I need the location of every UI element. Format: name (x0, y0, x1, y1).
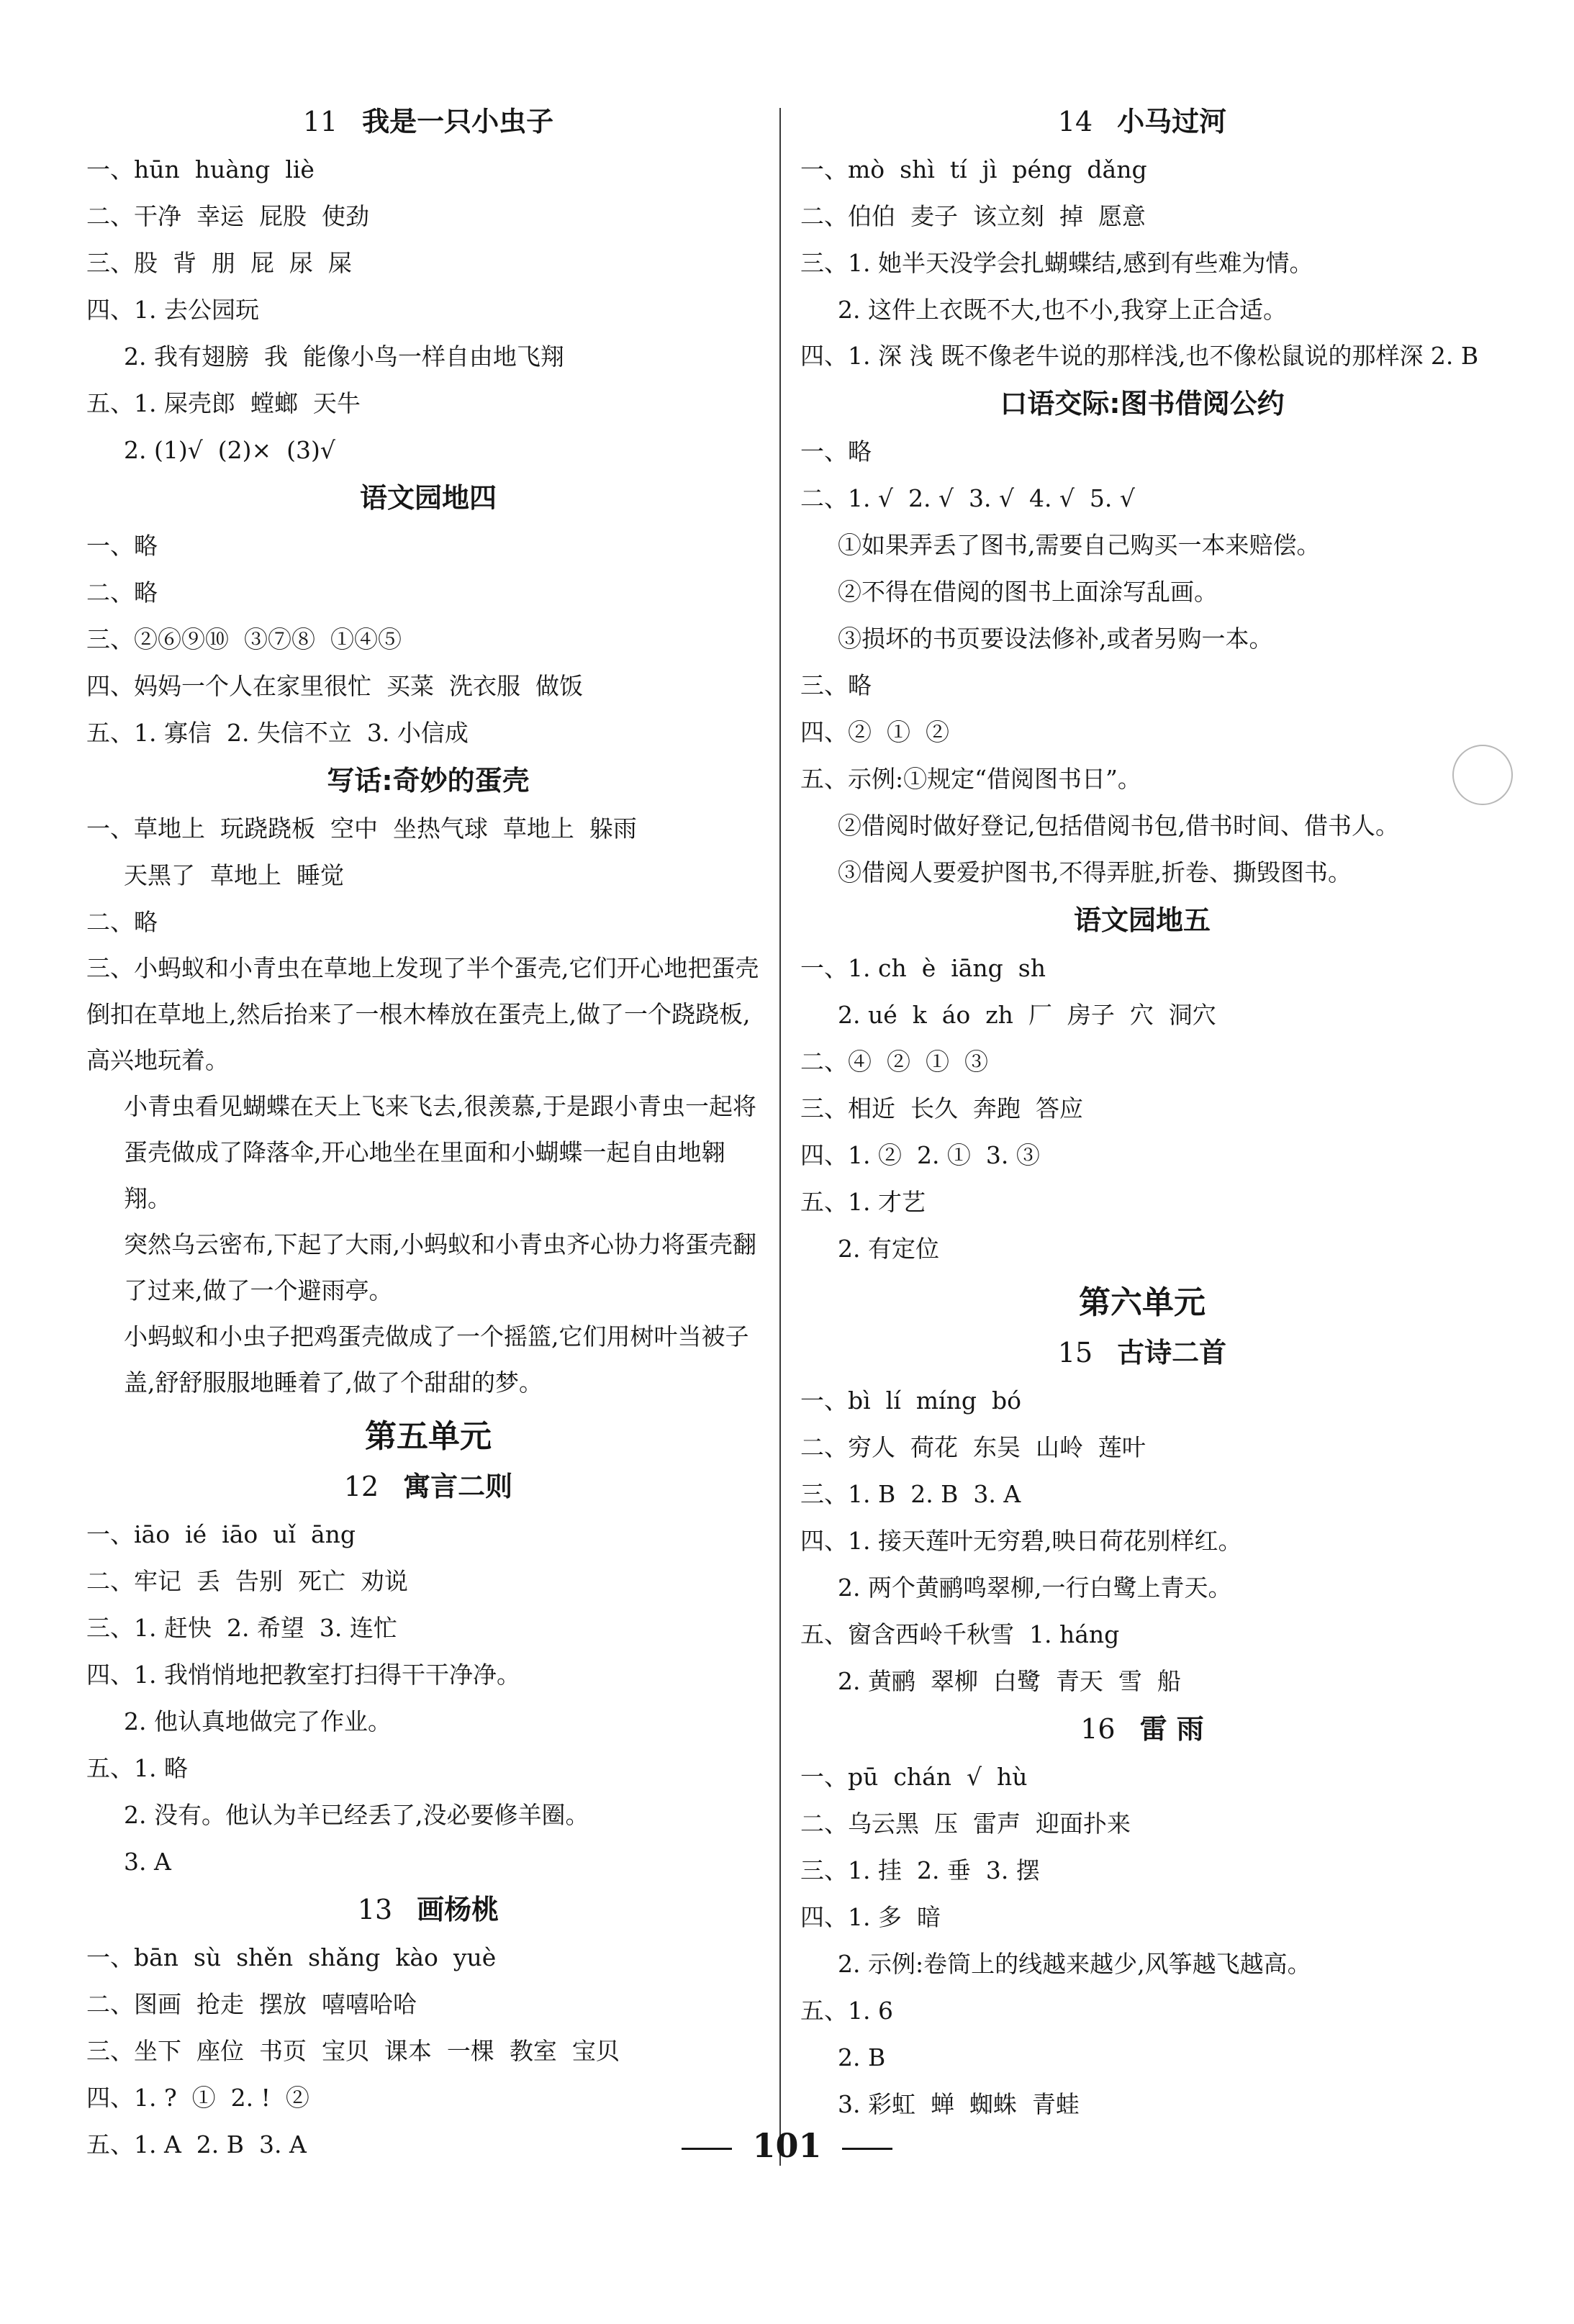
answer-line: 三、1. B 2. B 3. A (800, 1480, 1021, 1508)
answer-line: 四、1. ? ① 2. ! ② (86, 2084, 309, 2112)
answer-paragraph: 小青虫看见蝴蝶在天上飞来飞去,很羡慕,于是跟小青虫一起将蛋壳做成了降落伞,开心地坐在里面和小蝴蝶一起自由地翱翔。 (124, 1092, 756, 1212)
section-title (800, 382, 1484, 425)
answer-line: 五、1. 屎壳郎 螳螂 天牛 (86, 389, 361, 417)
section-title (800, 100, 1484, 143)
answer-line: 五、1. 略 (86, 1754, 188, 1782)
answer-line: 一、pū chán √ hù (800, 1763, 1028, 1791)
answer-line: 2. 两个黄鹂鸣翠柳,一行白鹭上青天。 (838, 1574, 1232, 1602)
right-column (800, 97, 1484, 2128)
answer-line: 3. 彩虹 蝉 蜘蛛 青蛙 (838, 2090, 1080, 2118)
left-column (86, 97, 770, 2168)
answer-paragraph: 四、1. 深 浅 既不像老牛说的那样浅,也不像松鼠说的那样深 2. B (800, 342, 1479, 370)
page-number (0, 2126, 1574, 2165)
section-number: 12 (343, 1471, 379, 1502)
column-divider (779, 108, 781, 2166)
answer-line: 2. 示例:卷筒上的线越来越少,风筝越飞越高。 (838, 1950, 1311, 1978)
answer-line: 四、1. 接天莲叶无穷碧,映日荷花别样红。 (800, 1527, 1242, 1555)
answer-line: 一、bì lí míng bó (800, 1386, 1021, 1415)
section-title-text: 语文园地四 (359, 482, 497, 514)
answer-line: 三、坐下 座位 书页 宝贝 课本 一棵 教室 宝贝 (86, 2037, 620, 2065)
answer-line: 二、牢记 丢 告别 死亡 劝说 (86, 1567, 408, 1595)
answer-line: 四、1. ② 2. ① 3. ③ (800, 1141, 1040, 1169)
section-title-text: 语文园地五 (1073, 904, 1211, 936)
answer-line: 四、1. 我悄悄地把教室打扫得干干净净。 (86, 1661, 520, 1689)
answer-line: 一、iāo ié iāo uǐ āng (86, 1520, 356, 1548)
answer-line: 二、乌云黑 压 雷声 迎面扑来 (800, 1810, 1131, 1838)
answer-line: 三、②⑥⑨⑩ ③⑦⑧ ①④⑤ (86, 625, 402, 653)
answer-line: 一、1. ch è iāng sh (800, 954, 1046, 982)
answer-line: 四、1. 多 暗 (800, 1903, 941, 1931)
answer-line: ③借阅人要爱护图书,不得弄脏,折卷、撕毁图书。 (838, 858, 1352, 886)
answer-line: 五、窗含西岭千秋雪 1. háng (800, 1620, 1120, 1648)
answer-line: 二、干净 幸运 屁股 使劲 (86, 202, 369, 230)
answer-line: 一、bān sù shěn shǎng kào yuè (86, 1943, 497, 1971)
answer-line: 一、hūn huàng liè (86, 155, 315, 183)
answer-line: 天黑了 草地上 睡觉 (124, 861, 344, 889)
section-title (800, 1707, 1484, 1751)
answer-paragraph: 小蚂蚁和小虫子把鸡蛋壳做成了一个摇篮,它们用树叶当被子盖,舒舒服服地睡着了,做了个甜甜的梦。 (124, 1322, 749, 1397)
answer-line: 一、略 (800, 437, 872, 466)
answer-line: 一、mò shì tí jì péng dǎng (800, 155, 1147, 183)
answer-paragraph: 三、小蚂蚁和小青虫在草地上发现了半个蛋壳,它们开心地把蛋壳倒扣在草地上,然后抬来了一根木棒放在蛋壳上,做了一个跷跷板,高兴地玩着。 (86, 954, 759, 1074)
answer-line: 3. A (124, 1848, 171, 1876)
answer-line: 五、1. 才艺 (800, 1188, 926, 1216)
answer-line: 二、图画 抢走 摆放 嘻嘻哈哈 (86, 1990, 417, 2018)
answer-line: 四、1. 去公园玩 (86, 296, 259, 324)
stamp-icon (1452, 745, 1513, 805)
answer-line: 二、略 (86, 578, 158, 607)
answer-line: 二、略 (86, 908, 158, 936)
answer-line: 二、穷人 荷花 东吴 山岭 莲叶 (800, 1433, 1146, 1461)
answer-line: 三、1. 她半天没学会扎蝴蝶结,感到有些难为情。 (800, 249, 1313, 277)
answer-line: 一、略 (86, 532, 158, 560)
section-title-text: 我是一只小虫子 (362, 106, 554, 137)
section-title (86, 1888, 770, 1931)
section-title (86, 476, 770, 519)
section-title-text: 雷 雨 (1139, 1713, 1204, 1745)
section-title (86, 100, 770, 143)
answer-line: 2. 黄鹂 翠柳 白鹭 青天 雪 船 (838, 1667, 1181, 1695)
answer-line: 五、示例:①规定“借阅图书日”。 (800, 765, 1141, 793)
answer-line: 二、伯伯 麦子 该立刻 掉 愿意 (800, 202, 1146, 230)
section-title-text: 古诗二首 (1117, 1337, 1227, 1368)
section-title-text: 小马过河 (1117, 106, 1227, 137)
answer-line: 2. 我有翅膀 我 能像小鸟一样自由地飞翔 (124, 342, 564, 371)
answer-line: 二、④ ② ① ③ (800, 1048, 988, 1076)
section-number: 11 (302, 106, 338, 137)
section-number: 14 (1057, 106, 1093, 137)
section-title-text: 画杨桃 (417, 1894, 499, 1925)
answer-line: ③损坏的书页要设法修补,或者另购一本。 (838, 625, 1273, 653)
section-number: 15 (1057, 1337, 1093, 1368)
section-title (86, 1465, 770, 1508)
answer-line: ②借阅时做好登记,包括借阅书包,借书时间、借书人。 (838, 812, 1399, 840)
answer-line: 三、略 (800, 671, 872, 699)
answer-line: 四、② ① ② (800, 718, 949, 746)
page-number-text: 101 (752, 2126, 822, 2165)
unit-title: 第五单元 (365, 1418, 492, 1455)
answer-line: 五、1. 6 (800, 1997, 893, 2025)
section-number: 13 (357, 1894, 393, 1925)
answer-line: 五、1. A 2. B 3. A (86, 2130, 307, 2159)
answer-line: 三、1. 挂 2. 垂 3. 摆 (800, 1856, 1040, 1884)
answer-line: 2. 这件上衣既不大,也不小,我穿上正合适。 (838, 296, 1287, 324)
section-title-text: 口语交际:图书借阅公约 (1000, 388, 1285, 419)
dash-left (682, 2148, 732, 2150)
answer-line: 二、1. √ 2. √ 3. √ 4. √ 5. √ (800, 484, 1135, 512)
section-title-text: 寓言二则 (403, 1471, 513, 1502)
answer-paragraph: 突然乌云密布,下起了大雨,小蚂蚁和小青虫齐心协力将蛋壳翻了过来,做了一个避雨亭。 (124, 1230, 756, 1304)
answer-line: 2. 没有。他认为羊已经丢了,没必要修羊圈。 (124, 1801, 589, 1829)
answer-line: ①如果弄丢了图书,需要自己购买一本来赔偿。 (838, 531, 1321, 559)
section-title (800, 899, 1484, 942)
answer-line: 一、草地上 玩跷跷板 空中 坐热气球 草地上 躲雨 (86, 814, 637, 843)
answer-line: ②不得在借阅的图书上面涂写乱画。 (838, 578, 1218, 606)
answer-line: 2. ué k áo zh 厂 房子 穴 洞穴 (838, 1001, 1216, 1029)
section-title (86, 759, 770, 802)
answer-line: 三、相近 长久 奔跑 答应 (800, 1094, 1083, 1122)
answer-line: 三、股 背 朋 屁 尿 屎 (86, 249, 352, 277)
section-title-text: 写话:奇妙的蛋壳 (327, 765, 530, 796)
answer-line: 四、妈妈一个人在家里很忙 买菜 洗衣服 做饭 (86, 672, 583, 700)
section-title (800, 1331, 1484, 1374)
unit-title: 第六单元 (1079, 1284, 1206, 1321)
dash-right (842, 2148, 892, 2150)
answer-line: 五、1. 寡信 2. 失信不立 3. 小信成 (86, 719, 469, 747)
answer-line: 2. 他认真地做完了作业。 (124, 1707, 392, 1735)
answer-line: 2. (1)√ (2)× (3)√ (124, 436, 335, 464)
answer-line: 2. 有定位 (838, 1235, 939, 1263)
answer-line: 三、1. 赶快 2. 希望 3. 连忙 (86, 1614, 397, 1642)
section-number: 16 (1080, 1713, 1116, 1745)
answer-line: 2. B (838, 2043, 886, 2071)
